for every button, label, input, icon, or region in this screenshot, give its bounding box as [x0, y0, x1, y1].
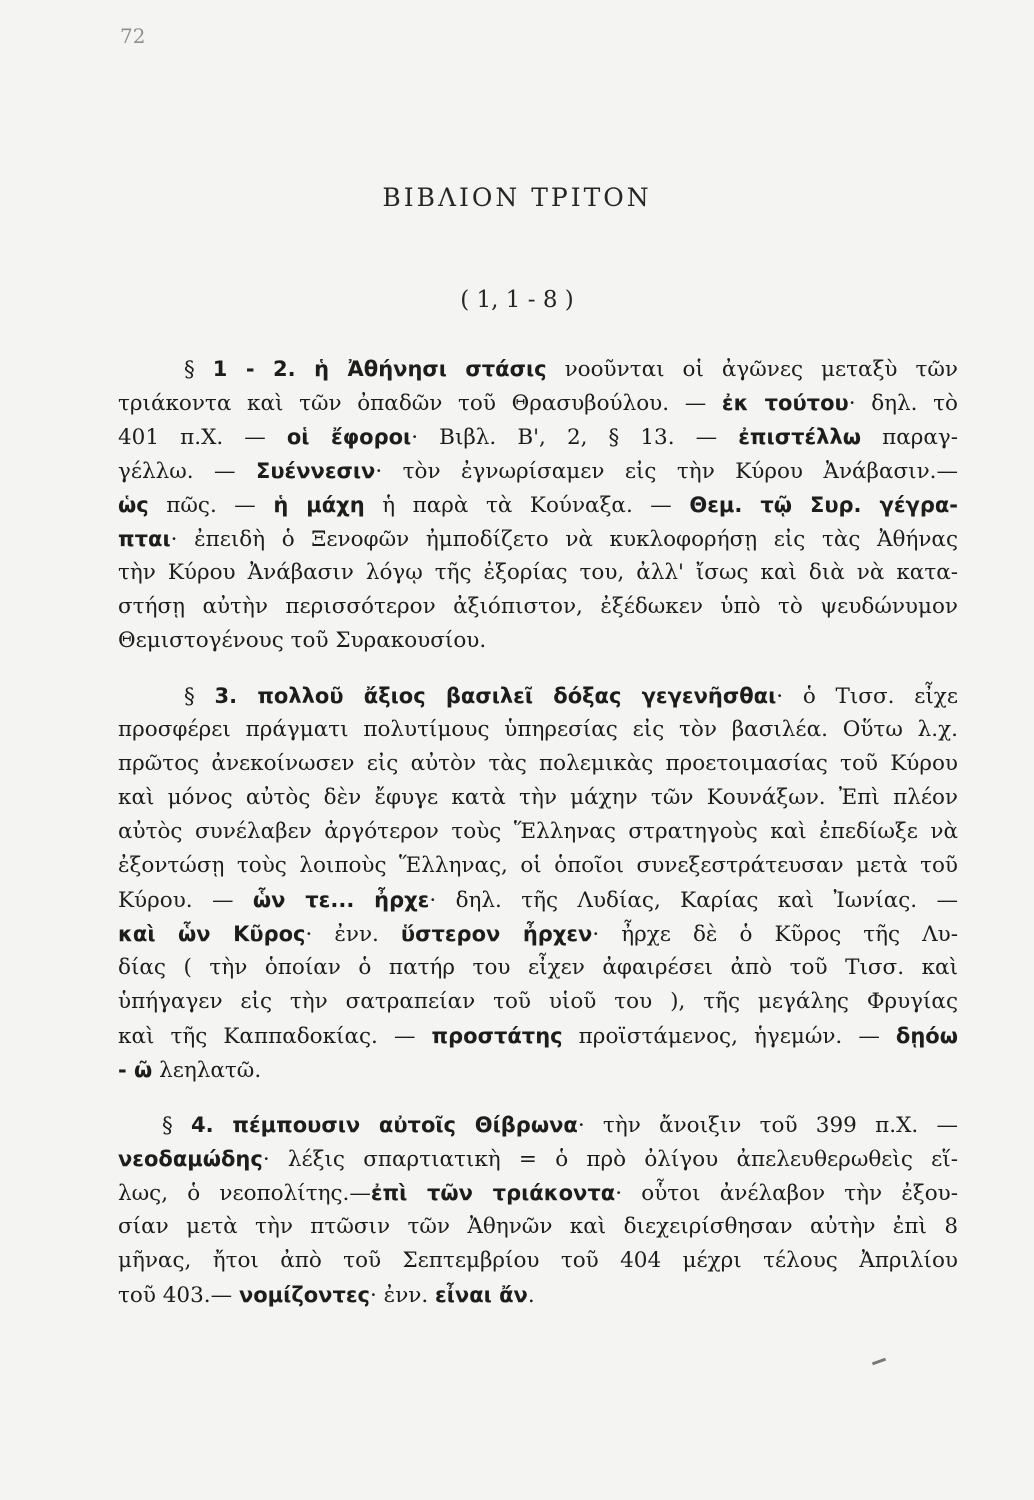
lemma: ὡς — [118, 493, 149, 517]
text-line: νεοδαμώδης· λέξις σπαρτιατικὴ = ὁ πρὸ ὀλίγου ἀπελευθερωθεὶς εἵ- — [118, 1147, 958, 1172]
lemma: Συέννεσιν — [256, 459, 376, 483]
text-line: τὴν Κύρου Ἀνάβασιν λόγῳ τῆς ἐξορίας του, ἀλλ' ἴσως καὶ διὰ νὰ κατα- — [118, 560, 958, 585]
text-line: λως, ὁ νεοπολίτης.—ἐπὶ τῶν τριάκοντα· οὗτοι ἀνέλαβον τὴν ἐξου- — [118, 1181, 958, 1206]
text-line: δίας ( τὴν ὁποίαν ὁ πατήρ του εἶχεν ἀφαιρέσει ἀπὸ τοῦ Τισσ. καὶ — [118, 955, 958, 980]
book-title: ΒΙΒΛΙΟΝ ΤΡΙΤΟΝ — [382, 183, 652, 212]
lemma: 3. πολλοῦ ἄξιος βασιλεῖ δόξας γεγενῆσθαι — [214, 684, 777, 708]
text-line: 401 π.Χ. — οἱ ἔφοροι· Βιβλ. Β', 2, § 13. — ἐπιστέλλω παραγ- — [118, 425, 958, 450]
paragraph-4 — [118, 1108, 958, 1312]
lemma: ἐπὶ τῶν τριάκοντα — [370, 1181, 616, 1205]
lemma: νεοδαμώδης — [118, 1147, 263, 1171]
lemma: εἶναι ἄν — [435, 1283, 528, 1307]
text-line: § 4. πέμπουσιν αὐτοῖς Θίβρωνα· τὴν ἄνοιξιν τοῦ 399 π.Χ. — — [162, 1113, 958, 1138]
lemma: ὧν τε... ἦρχε — [252, 888, 430, 912]
text-line: πρῶτος ἀνεκοίνωσεν εἰς αὐτὸν τὰς πολεμικὰς προετοιμασίας τοῦ Κύρου — [118, 751, 958, 776]
paragraph-1-2 — [118, 352, 958, 658]
text-line: § 1 - 2. ἡ Ἀθήνησι στάσις νοοῦνται οἱ ἀγῶνες μεταξὺ τῶν — [184, 357, 958, 382]
page-number: 72 — [120, 24, 146, 48]
lemma: ἡ μάχη — [273, 493, 365, 517]
lemma: οἱ ἔφοροι — [286, 425, 412, 449]
lemma: προστάτης — [431, 1024, 563, 1048]
lemma: ἐκ τούτου — [721, 391, 849, 415]
lemma: 4. πέμπουσιν αὐτοῖς Θίβρωνα — [191, 1113, 578, 1137]
paragraph-3 — [118, 679, 958, 1087]
text-line: πται· ἐπειδὴ ὁ Ξενοφῶν ἠμποδίζετο νὰ κυκλοφορήσῃ εἰς τὰς Ἀθήνας — [118, 527, 958, 552]
lemma: - ῶ — [118, 1058, 153, 1082]
text-line: - ῶ λεηλατῶ. — [118, 1058, 262, 1083]
lemma: ὕστερον ἦρχεν — [400, 922, 593, 946]
text-line: ἐξοντώσῃ τοὺς λοιποὺς Ἕλληνας, οἱ ὁποῖοι συνεξεστράτευσαν μετὰ τοῦ — [118, 853, 958, 878]
lemma: δῃόω — [895, 1024, 958, 1048]
text-line: ὑπήγαγεν εἰς τὴν σατραπείαν τοῦ υἱοῦ του ), τῆς μεγάλης Φρυγίας — [118, 989, 958, 1014]
text-line: σίαν μετὰ τὴν πτῶσιν τῶν Ἀθηνῶν καὶ διεχειρίσθησαν αὐτὴν ἐπὶ 8 — [118, 1214, 958, 1239]
commentary-text — [118, 352, 958, 1333]
text-line: τοῦ 403.— νομίζοντες· ἐνν. εἶναι ἄν. — [118, 1283, 535, 1308]
text-line: στήσῃ αὐτὴν περισσότερον ἀξιόπιστον, ἐξέδωκεν ὑπὸ τὸ ψευδώνυμον — [118, 594, 958, 619]
text-line: καὶ τῆς Καππαδοκίας. — προστάτης προϊστάμενος, ἡγεμών. — δῃόω — [118, 1024, 958, 1049]
text-line: αὐτὸς συνέλαβεν ἀργότερον τοὺς Ἕλληνας στρατηγοὺς καὶ ἐπεδίωξε νὰ — [118, 819, 958, 844]
text-line: μῆνας, ἤτοι ἀπὸ τοῦ Σεπτεμβρίου τοῦ 404 μέχρι τέλους Ἀπριλίου — [118, 1248, 958, 1273]
text-line: § 3. πολλοῦ ἄξιος βασιλεῖ δόξας γεγενῆσθαι· ὁ Τισσ. εἶχε — [184, 684, 958, 709]
lemma: πται — [118, 527, 171, 551]
text-line: ὡς πῶς. — ἡ μάχη ἡ παρὰ τὰ Κούναξα. — Θεμ. τῷ Συρ. γέγρα- — [118, 493, 958, 518]
text-line: καὶ ὧν Κῦρος· ἐνν. ὕστερον ἦρχεν· ἦρχε δὲ ὁ Κῦρος τῆς Λυ- — [118, 922, 958, 947]
text-line: τριάκοντα καὶ τῶν ὀπαδῶν τοῦ Θρασυβούλου. — ἐκ τούτου· δηλ. τὸ — [118, 391, 958, 416]
text-line: προσφέρει πράγματι πολυτίμους ὑπηρεσίας εἰς τὸν βασιλέα. Οὕτω λ.χ. — [118, 717, 958, 742]
text-line: Θεμιστογένους τοῦ Συρακουσίου. — [118, 628, 487, 653]
lemma: Θεμ. τῷ Συρ. γέγρα- — [689, 493, 958, 517]
chapter-range: ( 1, 1 - 8 ) — [460, 287, 574, 313]
lemma: νομίζοντες — [238, 1283, 370, 1307]
text-line: γέλλω. — Συέννεσιν· τὸν ἐγνωρίσαμεν εἰς τὴν Κύρου Ἀνάβασιν.— — [118, 459, 958, 484]
text-line: Κύρου. — ὧν τε... ἦρχε· δηλ. τῆς Λυδίας, Καρίας καὶ Ἰωνίας. — — [118, 888, 958, 913]
lemma: ἐπιστέλλω — [738, 425, 861, 449]
text-line: καὶ μόνος αὐτὸς δὲν ἔφυγε κατὰ τὴν μάχην τῶν Κουνάξων. Ἐπὶ πλέον — [118, 785, 958, 810]
lemma: 1 - 2. ἡ Ἀθήνησι στάσις — [212, 357, 547, 381]
ink-mark — [872, 1358, 886, 1366]
lemma: καὶ ὧν Κῦρος — [118, 922, 306, 946]
